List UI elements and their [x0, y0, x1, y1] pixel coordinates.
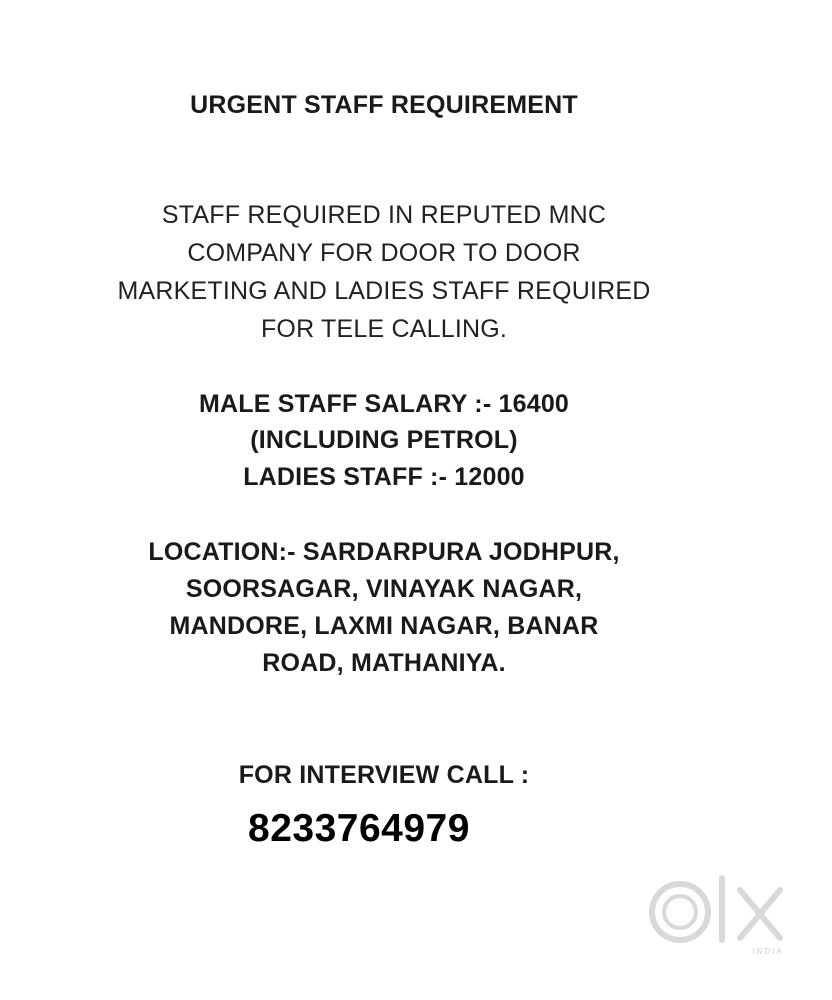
salary-line: MALE STAFF SALARY :- 16400 — [198, 390, 570, 418]
salary-line: LADIES STAFF :- 12000 — [243, 463, 525, 491]
location-line: ROAD, MATHANIYA. — [262, 649, 506, 677]
phone-number: 8233764979 — [248, 807, 470, 850]
posting-heading: URGENT STAFF REQUIREMENT — [190, 91, 578, 119]
olx-watermark-logo — [640, 870, 800, 960]
interview-call-label: FOR INTERVIEW CALL : — [238, 761, 530, 789]
description-line: MARKETING AND LADIES STAFF REQUIRED — [117, 277, 651, 305]
description-line: FOR TELE CALLING. — [260, 315, 508, 343]
description-line: COMPANY FOR DOOR TO DOOR — [187, 239, 581, 267]
location-line: LOCATION:- SARDARPURA JODHPUR, — [148, 538, 620, 566]
salary-line: (INCLUDING PETROL) — [250, 426, 518, 454]
location-line: SOORSAGAR, VINAYAK NAGAR, — [185, 575, 583, 603]
description-line: STAFF REQUIRED IN REPUTED MNC — [161, 201, 607, 229]
location-line: MANDORE, LAXMI NAGAR, BANAR — [169, 612, 599, 640]
olx-sub-text: INDIA — [752, 947, 784, 956]
olx-logo-icon — [640, 870, 800, 960]
